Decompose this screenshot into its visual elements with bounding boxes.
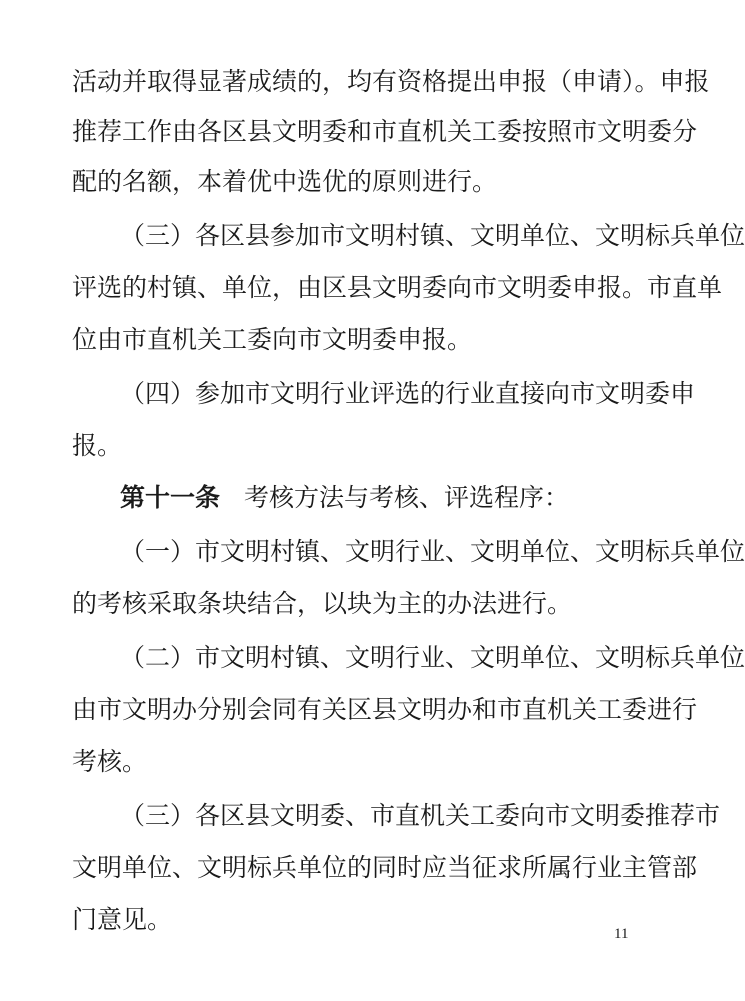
- text-line: 报。: [72, 431, 123, 460]
- text-line: （三）各区县参加市文明村镇、文明单位、文明标兵单位: [120, 221, 745, 250]
- article-number: 第十一条: [120, 483, 221, 512]
- text-line: 考核。: [72, 747, 148, 776]
- text-line: （三）各区县文明委、市直机关工委向市文明委推荐市: [120, 801, 721, 830]
- article-title: 考核方法与考核、评选程序：: [244, 483, 570, 512]
- text-line: （一）市文明村镇、文明行业、文明单位、文明标兵单位: [120, 537, 745, 566]
- article-heading: [120, 478, 658, 518]
- text-line: 位由市直机关工委向市文明委申报。: [72, 325, 473, 354]
- text-line: 的考核采取条块结合，以块为主的办法进行。: [72, 589, 573, 618]
- text-line: 评选的村镇、单位，由区县文明委向市文明委申报。市直单: [72, 273, 723, 302]
- text-line: 门意见。: [72, 905, 173, 934]
- text-line: 由市文明办分别会同有关区县文明办和市直机关工委进行: [72, 695, 698, 724]
- text-line: （四）参加市文明行业评选的行业直接向市文明委申: [120, 379, 696, 408]
- text-line: （二）市文明村镇、文明行业、文明单位、文明标兵单位: [120, 643, 745, 672]
- text-line: 文明单位、文明标兵单位的同时应当征求所属行业主管部: [72, 853, 698, 882]
- text-line: 配的名额，本着优中选优的原则进行。: [72, 167, 498, 196]
- text-line: 活动并取得显著成绩的，均有资格提出申报（申请）。申报: [72, 67, 710, 96]
- page-number: 11: [614, 926, 629, 942]
- text-line: 推荐工作由各区县文明委和市直机关工委按照市文明委分: [72, 117, 698, 146]
